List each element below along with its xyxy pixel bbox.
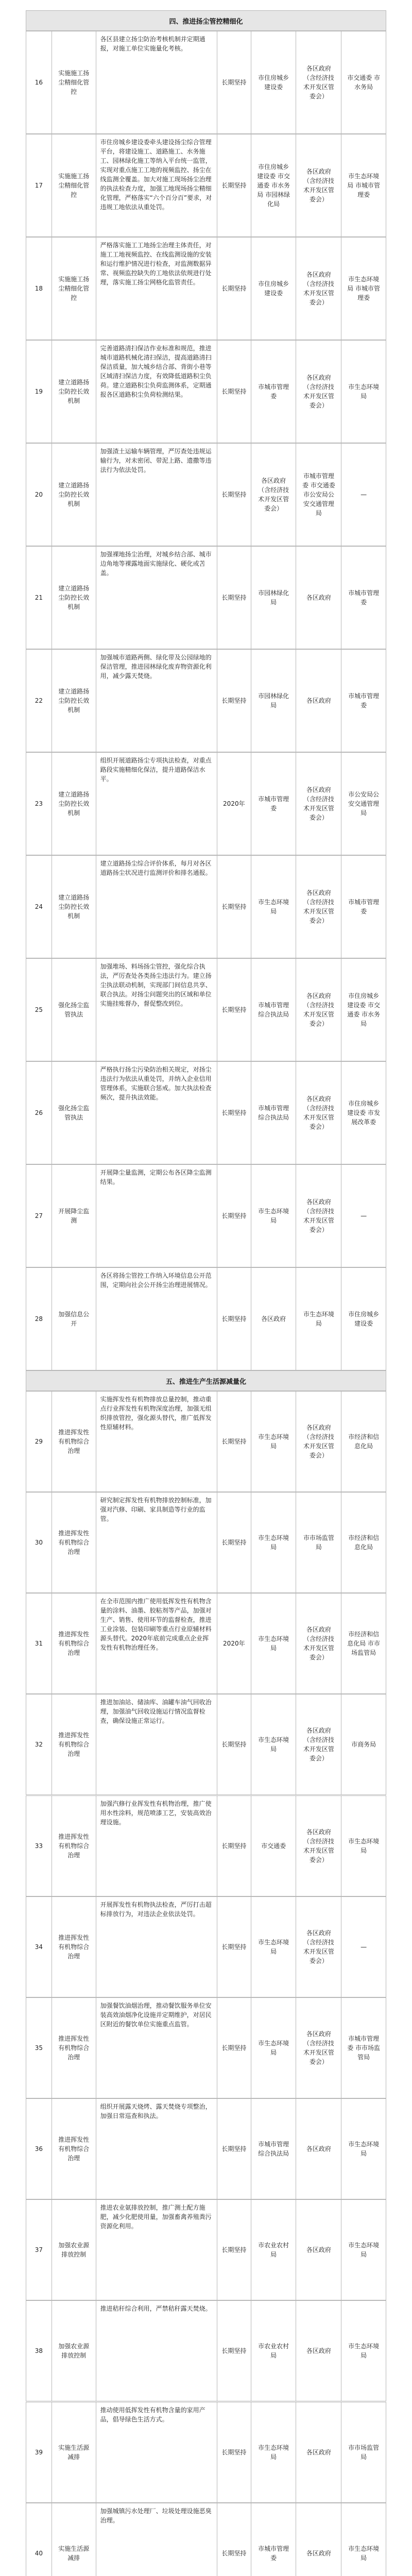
row-number: 40 xyxy=(26,2503,52,2576)
lead-department: 市生态环境局 xyxy=(251,1998,297,2098)
table-row xyxy=(26,237,386,340)
category-cell: 建立道路扬尘防控长效机制 xyxy=(52,444,96,546)
category-cell: 推进挥发性有机物综合治理 xyxy=(52,1493,96,1592)
responsible-unit: 各区政府（含经济技术开发区管委会） xyxy=(296,341,341,443)
responsible-unit: 各区政府（含经济技术开发区管委会） xyxy=(296,1796,341,1896)
task-description: 市住房城乡建设委牵头建设扬尘综合管理平台，将建设施工、道路施工、水务施工、园林绿化施工等纳入平台统一监管，实现对重点施工工地的视频监控、扬尘在线监测全覆盖。加大对施工现场扬尘治理的执法检查力度，加强工地现场扬尘精细化管理，严格落实“六个百分百”要求，对违规工地依法从重处罚。 xyxy=(96,134,217,236)
category-cell: 实施生活源减排 xyxy=(52,2402,96,2502)
table-row xyxy=(26,2300,386,2401)
category-cell: 推进挥发性有机物综合治理 xyxy=(52,1998,96,2098)
timeline-cell: 长期坚持 xyxy=(217,2200,251,2300)
cooperating-unit: 市生态环境局 xyxy=(348,2545,380,2562)
row-number: 31 xyxy=(26,1594,52,1693)
task-description: 各区县建立扬尘防治考核机制并定期通报，对施工单位实施量化考核。 xyxy=(96,31,217,133)
category-cell: 推进挥发性有机物综合治理 xyxy=(52,1392,96,1492)
timeline-cell: 长期坚持 xyxy=(217,2099,251,2199)
timeline-cell: 2020年 xyxy=(217,753,251,855)
lead-department: 市住房城乡建设委 市交通委 市水务局 市园林绿化局 xyxy=(251,134,297,236)
category-cell: 实施施工扬尘精细化管控 xyxy=(52,238,96,340)
row-number: 28 xyxy=(26,1268,52,1370)
task-description: 推动使用低挥发性有机物含量的家用产品，倡导绿色生活方式。 xyxy=(96,2402,217,2502)
timeline-cell: 长期坚持 xyxy=(217,1165,251,1267)
category-cell: 实施施工扬尘精细化管控 xyxy=(52,134,96,236)
responsible-unit: 各区政府（含经济技术开发区管委会） xyxy=(296,1998,341,2098)
row-number: 33 xyxy=(26,1796,52,1896)
cooperating-unit: 市生态环境局 市城市管理委 xyxy=(347,276,381,301)
task-description: 加强汽修行业挥发性有机物治理，推广使用水性涂料，规范喷漆工艺，安装高效治理设施。 xyxy=(96,1796,217,1896)
cooperating-unit: 市住房城乡建设委 市交通委 市水务局 xyxy=(347,992,381,1027)
cooperating-unit: — xyxy=(360,1943,367,1951)
cooperating-unit: 市生态环境局 xyxy=(348,2141,380,2157)
lead-department: 市交通委 xyxy=(251,1796,297,1896)
timeline-cell: 长期坚持 xyxy=(217,547,251,649)
lead-department: 市城市管理综合执法局 xyxy=(251,2099,297,2199)
task-description: 严格执行扬尘污染防治相关规定，对扬尘违法行为依法从重处罚，并纳入企业信用管理体系，实施联合惩戒。加大执法检查频次，提升执法效能。 xyxy=(96,1062,217,1164)
table-row xyxy=(26,1997,386,2098)
cooperating-unit: 市生态环境局 xyxy=(348,1838,380,1854)
timeline-cell: 长期坚持 xyxy=(217,2402,251,2502)
table-row xyxy=(26,134,386,237)
timeline-cell: 长期坚持 xyxy=(217,856,251,958)
responsible-unit: 各区政府 xyxy=(296,2402,341,2502)
responsible-unit: 各区政府 xyxy=(296,2200,341,2300)
lead-department: 市生态环境局 xyxy=(251,856,297,958)
responsible-unit: 各区政府 xyxy=(296,547,341,649)
table-row xyxy=(26,443,386,546)
table-row xyxy=(26,855,386,958)
task-description: 加强堆场、料场扬尘管控，强化综合执法，严厉查处各类扬尘违法行为。建立扬尘执法联动机制，实现部门间信息共享、联合执法。对扬尘问题突出的区域和单位实施挂账督办，督促整改到位。 xyxy=(96,959,217,1061)
responsible-unit: 各区政府（含经济技术开发区管委会） xyxy=(296,134,341,236)
task-description: 开展降尘量监测，定期公布各区降尘监测结果。 xyxy=(96,1165,217,1267)
task-description: 加强城镇污水处理厂、垃圾处理设施恶臭治理。 xyxy=(96,2503,217,2576)
responsible-unit: 各区政府（含经济技术开发区管委会） xyxy=(296,1594,341,1693)
cooperating-unit: 市城市管理委 xyxy=(348,899,380,915)
row-number: 29 xyxy=(26,1392,52,1492)
table-row xyxy=(26,2098,386,2199)
cooperating-unit: — xyxy=(360,1212,367,1219)
cooperating-unit: — xyxy=(360,491,367,498)
task-description: 推进秸秆综合利用，严禁秸秆露天焚烧。 xyxy=(96,2301,217,2401)
timeline-cell: 长期坚持 xyxy=(217,134,251,236)
row-number: 20 xyxy=(26,444,52,546)
category-cell: 强化扬尘监管执法 xyxy=(52,959,96,1061)
category-cell: 开展降尘监测 xyxy=(52,1165,96,1267)
timeline-cell: 长期坚持 xyxy=(217,959,251,1061)
section-header-dust-control xyxy=(26,10,386,31)
table-row xyxy=(26,546,386,649)
row-number: 16 xyxy=(26,31,52,133)
row-number: 25 xyxy=(26,959,52,1061)
cooperating-unit: 市生态环境局 xyxy=(348,2343,380,2359)
lead-department: 市农业农村局 xyxy=(251,2301,297,2401)
timeline-cell: 长期坚持 xyxy=(217,31,251,133)
task-description: 建立道路扬尘综合评价体系，每月对各区道路扬尘状况进行监测评价和排名通报。 xyxy=(96,856,217,958)
responsible-unit: 各区政府 xyxy=(296,2099,341,2199)
row-number: 34 xyxy=(26,1897,52,1997)
row-number: 32 xyxy=(26,1694,52,1794)
responsible-unit: 各区政府（含经济技术开发区管委会） xyxy=(296,1897,341,1997)
task-description: 推进农业氨排放控制，推广测土配方施肥，减少化肥使用量，加强畜禽养殖粪污资源化利用。 xyxy=(96,2200,217,2300)
timeline-cell: 长期坚持 xyxy=(217,1392,251,1492)
category-cell: 强化扬尘监管执法 xyxy=(52,1062,96,1164)
cooperating-unit: 市经济和信息化局 市市场监管局 xyxy=(347,1631,381,1656)
task-description: 加强城市道路两侧、绿化带及公园绿地的保洁管理，推进园林绿化废弃物资源化利用，减少露天焚烧。 xyxy=(96,650,217,752)
timeline-cell: 长期坚持 xyxy=(217,2301,251,2401)
timeline-cell: 长期坚持 xyxy=(217,2503,251,2576)
lead-department: 各区政府 xyxy=(251,1268,297,1370)
responsible-unit: 各区政府（含经济技术开发区管委会） xyxy=(296,31,341,133)
row-number: 24 xyxy=(26,856,52,958)
lead-department: 市园林绿化局 xyxy=(251,547,297,649)
row-number: 37 xyxy=(26,2200,52,2300)
responsible-unit: 各区政府（含经济技术开发区管委会） xyxy=(296,856,341,958)
lead-department: 市住房城乡建设委 xyxy=(251,238,297,340)
lead-department: 市生态环境局 xyxy=(251,1694,297,1794)
responsible-unit: 各区政府（含经济技术开发区管委会） xyxy=(296,238,341,340)
cooperating-unit: 市市场监管局 xyxy=(348,2444,380,2461)
lead-department: 市城市管理委 xyxy=(251,341,297,443)
category-cell: 建立道路扬尘防控长效机制 xyxy=(52,650,96,752)
task-description: 加强裸地扬尘治理，对城乡结合部、城市边角地等裸露地面实施绿化、硬化或苫盖。 xyxy=(96,547,217,649)
responsible-unit: 市城市管理委 市交通委 市公安局公安交通管理局 xyxy=(296,444,341,546)
task-description: 完善道路清扫保洁作业标准和规范，推进城市道路机械化清扫保洁，提高道路清扫保洁质量，加大城乡结合部、背街小巷等区域清扫保洁力度，有效降低道路积尘负荷。建立道路积尘负荷监测体系，定期通报各区道路积尘负荷检测结果。 xyxy=(96,341,217,443)
table-row xyxy=(26,2199,386,2300)
task-description: 加强餐饮油烟治理，推动餐饮服务单位安装高效油烟净化设施并定期维护，对居民区附近的餐饮单位实施重点监管。 xyxy=(96,1998,217,2098)
timeline-cell: 长期坚持 xyxy=(217,444,251,546)
table-row xyxy=(26,649,386,752)
cooperating-unit: 市城市管理委 xyxy=(348,589,380,606)
category-cell: 实施施工扬尘精细化管控 xyxy=(52,31,96,133)
row-number: 23 xyxy=(26,753,52,855)
cooperating-unit: 市城市管理委 市市场监管局 xyxy=(347,2035,381,2061)
table-row xyxy=(26,1593,386,1694)
category-cell: 推进挥发性有机物综合治理 xyxy=(52,1594,96,1693)
timeline-cell: 长期坚持 xyxy=(217,1493,251,1592)
cooperating-unit: 市公安局公安交通管理局 xyxy=(348,791,380,817)
lead-department: 市生态环境局 xyxy=(251,1165,297,1267)
responsible-unit: 各区政府（含经济技术开发区管委会） xyxy=(296,1392,341,1492)
task-description: 实施挥发性有机物排放总量控制，推动重点行业挥发性有机物深度治理，加强无组织排放管控，强化源头替代，推广低挥发性原辅材料。 xyxy=(96,1392,217,1492)
cooperating-unit: 市住房城乡建设委 xyxy=(348,1311,380,1327)
cooperating-unit: 市经济和信息化局 xyxy=(348,1534,380,1551)
section-title: 五、推进生产生活源减量化 xyxy=(165,1378,246,1386)
lead-department: 市生态环境局 xyxy=(251,1392,297,1492)
cooperating-unit: 市住房城乡建设委 市发展改革委 xyxy=(347,1100,381,1126)
task-description: 组织开展露天烧烤、露天焚烧专项整治，加强日常巡查和执法。 xyxy=(96,2099,217,2199)
timeline-cell: 长期坚持 xyxy=(217,1998,251,2098)
lead-department: 市农业农村局 xyxy=(251,2200,297,2300)
row-number: 18 xyxy=(26,238,52,340)
lead-department: 市生态环境局 xyxy=(251,1493,297,1592)
responsible-unit: 各区政府（含经济技术开发区管委会） xyxy=(296,959,341,1061)
row-number: 35 xyxy=(26,1998,52,2098)
lead-department: 各区政府（含经济技术开发区管委会） xyxy=(251,444,297,546)
table-row xyxy=(26,2503,386,2576)
category-cell: 加强农业源排放控制 xyxy=(52,2200,96,2300)
table-row xyxy=(26,340,386,443)
responsible-unit: 各区政府（含经济技术开发区管委会） xyxy=(296,1165,341,1267)
responsible-unit: 各区政府（含经济技术开发区管委会） xyxy=(296,1694,341,1794)
table-row xyxy=(26,1267,386,1370)
category-cell: 建立道路扬尘防控长效机制 xyxy=(52,547,96,649)
lead-department: 市住房城乡建设委 xyxy=(251,31,297,133)
responsible-unit: 各区政府（含经济技术开发区管委会） xyxy=(296,1062,341,1164)
category-cell: 实施生活源减排 xyxy=(52,2503,96,2576)
task-description: 研究制定挥发性有机物排放控制标准，加强对汽修、印刷、家具制造等行业的监管。 xyxy=(96,1493,217,1592)
timeline-cell: 长期坚持 xyxy=(217,1062,251,1164)
task-description: 组织开展道路扬尘专项执法检查，对重点路段实施精细化保洁，提升道路保洁水平。 xyxy=(96,753,217,855)
row-number: 27 xyxy=(26,1165,52,1267)
row-number: 38 xyxy=(26,2301,52,2401)
timeline-cell: 长期坚持 xyxy=(217,341,251,443)
table-row xyxy=(26,1391,386,1492)
table-row xyxy=(26,752,386,855)
cooperating-unit: 市生态环境局 市城市管理委 xyxy=(347,173,381,198)
table-row xyxy=(26,1896,386,1997)
category-cell: 建立道路扬尘防控长效机制 xyxy=(52,753,96,855)
category-cell: 推进挥发性有机物综合治理 xyxy=(52,1897,96,1997)
table-row xyxy=(26,2402,386,2503)
timeline-cell: 长期坚持 xyxy=(217,1694,251,1794)
section-header-source-reduction xyxy=(26,1370,386,1391)
section-title: 四、推进扬尘管控精细化 xyxy=(169,18,243,26)
row-number: 19 xyxy=(26,341,52,443)
timeline-cell: 长期坚持 xyxy=(217,1796,251,1896)
responsible-unit: 各区政府（含经济技术开发区管委会） xyxy=(296,753,341,855)
table-row xyxy=(26,1061,386,1164)
lead-department: 市城市管理综合执法局 xyxy=(251,959,297,1061)
task-description: 在全市范围内推广使用低挥发性有机物含量的涂料、油墨、胶粘剂等产品，加强对生产、销售、使用环节的监督检查，推进工业涂装、包装印刷等重点行业原辅材料源头替代。2020年底前完成重点企业挥发性有机物治理任务。 xyxy=(96,1594,217,1693)
table-row xyxy=(26,1492,386,1593)
table-row xyxy=(26,1694,386,1795)
task-description: 各区将扬尘管控工作纳入环境信息公开范围，定期向社会公开扬尘治理进展情况。 xyxy=(96,1268,217,1370)
responsible-unit: 各区政府 xyxy=(296,2503,341,2576)
category-cell: 建立道路扬尘防控长效机制 xyxy=(52,856,96,958)
lead-department: 市生态环境局 xyxy=(251,1897,297,1997)
task-description: 加强渣土运输车辆管理，严厉查处违规运输行为，对未密闭、带泥上路、遗撒等违法行为依法处罚。 xyxy=(96,444,217,546)
row-number: 30 xyxy=(26,1493,52,1592)
lead-department: 市生态环境局 xyxy=(251,1594,297,1693)
task-description: 推进加油站、储油库、油罐车油气回收治理，加强油气回收设施运行情况监督检查，确保设施正常运行。 xyxy=(96,1694,217,1794)
cooperating-unit: 市交通委 市水务局 xyxy=(347,74,381,91)
table-row xyxy=(26,958,386,1061)
task-description: 开展挥发性有机物执法检查，严厉打击超标排放行为，对违法企业依法处罚。 xyxy=(96,1897,217,1997)
cooperating-unit: 市经济和信息化局 xyxy=(348,1433,380,1450)
category-cell: 加强农业源排放控制 xyxy=(52,2301,96,2401)
category-cell: 加强信息公开 xyxy=(52,1268,96,1370)
row-number: 22 xyxy=(26,650,52,752)
table-row xyxy=(26,31,386,134)
cooperating-unit: 市生态环境局 xyxy=(348,383,380,400)
lead-department: 市城市管理综合执法局 xyxy=(251,1062,297,1164)
row-number: 26 xyxy=(26,1062,52,1164)
row-number: 39 xyxy=(26,2402,52,2502)
row-number: 17 xyxy=(26,134,52,236)
timeline-cell: 长期坚持 xyxy=(217,1897,251,1997)
responsible-unit: 市市场监管局 xyxy=(296,1493,341,1592)
row-number: 21 xyxy=(26,547,52,649)
category-cell: 建立道路扬尘防控长效机制 xyxy=(52,341,96,443)
row-number: 36 xyxy=(26,2099,52,2199)
responsible-unit: 市生态环境局 xyxy=(296,1268,341,1370)
lead-department: 市城市管理委 xyxy=(251,2503,297,2576)
category-cell: 推进挥发性有机物综合治理 xyxy=(52,1796,96,1896)
task-description: 严格落实施工工地扬尘治理主体责任，对施工工地视频监控、在线监测设施的安装和运行维护情况进行检查，对监测数据异常、视频监控缺失的工地依法依规进行处理，落实施工扬尘网格化监管责任。 xyxy=(96,238,217,340)
responsible-unit: 各区政府 xyxy=(296,650,341,752)
lead-department: 市城市管理委 xyxy=(251,753,297,855)
timeline-cell: 2020年 xyxy=(217,1594,251,1693)
cooperating-unit: 市城市管理委 xyxy=(348,692,380,709)
category-cell: 推进挥发性有机物综合治理 xyxy=(52,1694,96,1794)
timeline-cell: 长期坚持 xyxy=(217,238,251,340)
lead-department: 市园林绿化局 xyxy=(251,650,297,752)
table-row xyxy=(26,1164,386,1267)
responsible-unit: 各区政府 xyxy=(296,2301,341,2401)
cooperating-unit: 市生态环境局 xyxy=(348,2242,380,2258)
table-row xyxy=(26,1795,386,1896)
category-cell: 推进挥发性有机物综合治理 xyxy=(52,2099,96,2199)
timeline-cell: 长期坚持 xyxy=(217,650,251,752)
timeline-cell: 长期坚持 xyxy=(217,1268,251,1370)
cooperating-unit: 市商务局 xyxy=(351,1741,376,1748)
lead-department: 市生态环境局 xyxy=(251,2402,297,2502)
